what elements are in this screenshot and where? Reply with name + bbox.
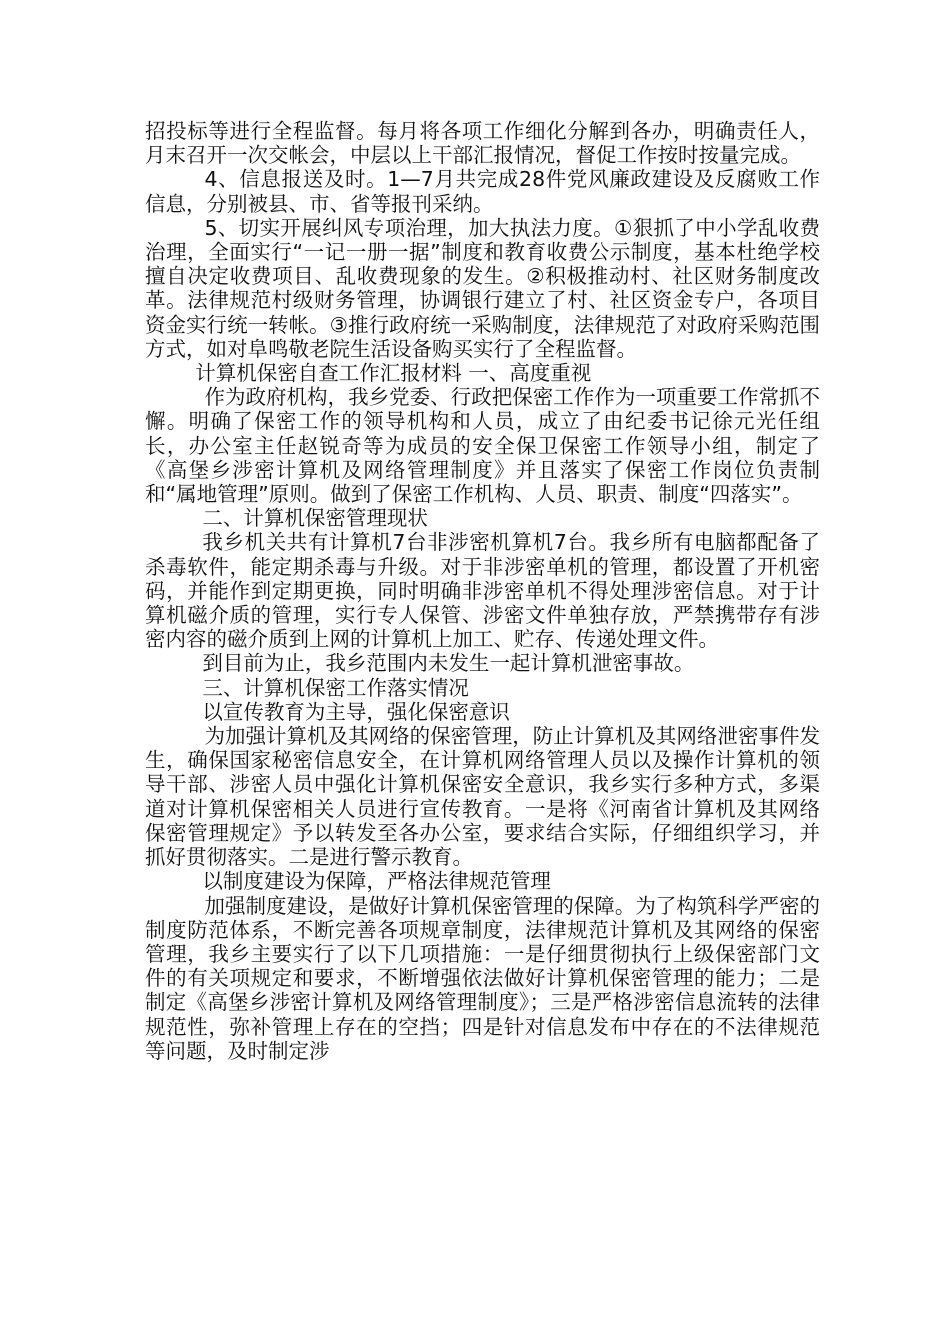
paragraph-system-measures: 加强制度建设，是做好计算机保密管理的保障。为了构筑科学严密的制度防范体系，不断完善各项规章制度，法律规范计算机及其网络的保密管理，我乡主要实行了以下几项措施：一是仔细贯彻执行上级保密部门文件的有关项规定和要求，不断增强依法做好计算机保密管理的能力；二是制定《高堡乡涉密计算机及网络管理制度》；三是严格涉密信息流转的法律规范性，弥补管理上存在的空挡；四是针对信息发布中存在的不法律规范等问题，及时制定涉 bbox=[145, 893, 820, 1063]
subheading-system-construction: 以制度建设为保障，严格法律规范管理 bbox=[202, 869, 551, 894]
subheading-publicity-education: 以宣传教育为主导，强化保密意识 bbox=[202, 699, 510, 724]
paragraph-no-incidents: 到目前为止，我乡范围内未发生一起计算机泄密事故。 bbox=[202, 651, 695, 676]
document-body bbox=[145, 119, 820, 1063]
section-title-self-inspection: 计算机保密自查工作汇报材料 一、高度重视 bbox=[195, 361, 592, 386]
paragraph-computer-count: 我乡机关共有计算机7台非涉密机算机7台。我乡所有电脑都配备了杀毒软件，能定期杀毒与升级。对于非涉密单机的管理，都设置了开机密码，并能作到定期更换，同时明确非涉密单机不得处理涉密信息。对于计算机磁介质的管理，实行专人保管、涉密文件单独存放，严禁携带存有涉密内容的磁介质到上网的计算机上加工、贮存、传递处理文件。 bbox=[145, 530, 820, 652]
paragraph-strengthen-management: 为加强计算机及其网络的保密管理，防止计算机及其网络泄密事件发生，确保国家秘密信息安全，在计算机网络管理人员以及操作计算机的领导干部、涉密人员中强化计算机保密安全意识，我乡实行多种方式，多渠道对计算机保密相关人员进行宣传教育。一是将《河南省计算机及其网络保密管理规定》予以转发至各办公室，要求结合实际，仔细组织学习，并抓好贯彻落实。二是进行警示教育。 bbox=[145, 724, 820, 870]
paragraph-rectification: 5、切实开展纠风专项治理，加大执法力度。①狠抓了中小学乱收费治理，全面实行“一记一册一据”制度和教育收费公示制度，基本杜绝学校擅自决定收费项目、乱收费现象的发生。②积极推动村、社区财务制度改革。法律规范村级财务管理，协调银行建立了村、社区资金专户，各项目资金实行统一转帐。③推行政府统一采购制度，法律规范了对政府采购范围方式，如对阜鸣敬老院生活设备购买实行了全程监督。 bbox=[145, 215, 820, 361]
paragraph-bidding-supervision: 招投标等进行全程监督。每月将各项工作细化分解到各办，明确责任人，月末召开一次交帐会，中层以上干部汇报情况，督促工作按时按量完成。 bbox=[145, 119, 820, 168]
heading-implementation: 三、计算机保密工作落实情况 bbox=[202, 675, 469, 700]
paragraph-info-reporting: 4、信息报送及时。1—7月共完成28件党风廉政建设及反腐败工作信息，分别被县、市、省等报刊采纳。 bbox=[145, 167, 820, 216]
paragraph-government-organization: 作为政府机构，我乡党委、行政把保密工作作为一项重要工作常抓不懈。明确了保密工作的领导机构和人员，成立了由纪委书记徐元光任组长，办公室主任赵锐奇等为成员的安全保卫保密工作领导小组，制定了《高堡乡涉密计算机及网络管理制度》并且落实了保密工作岗位负责制和“属地管理”原则。做到了保密工作机构、人员、职责、制度“四落实”。 bbox=[145, 385, 820, 507]
heading-management-status: 二、计算机保密管理现状 bbox=[202, 506, 428, 531]
